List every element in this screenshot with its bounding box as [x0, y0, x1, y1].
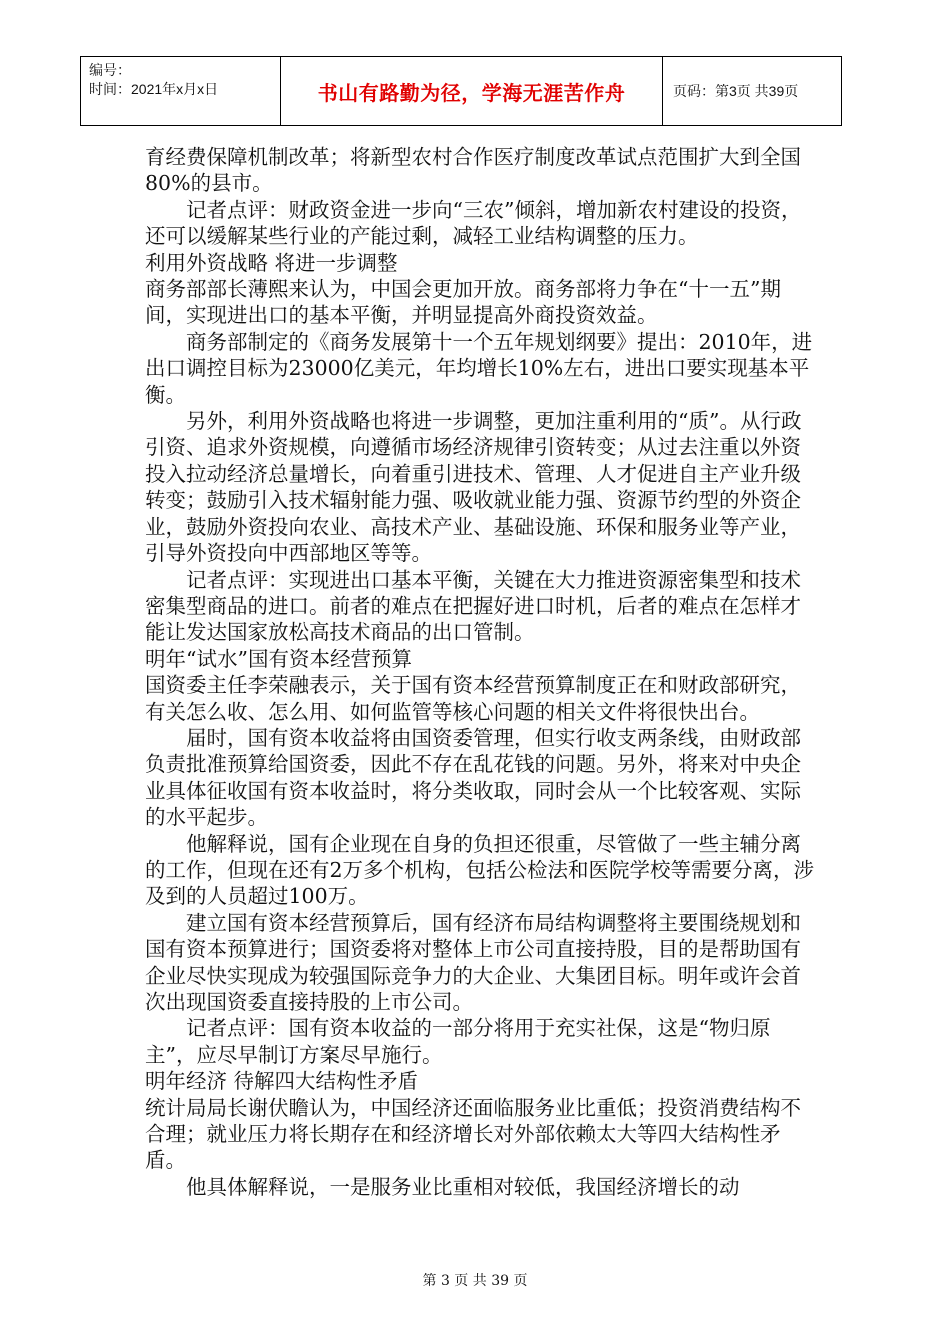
document-body [145, 144, 815, 1200]
number-label: 编号： [89, 62, 131, 78]
time-label: 时间：2021年x月x日 [89, 81, 219, 97]
paragraph: 商务部制定的《商务发展第十一个五年规划纲要》提出：2010年，进出口调控目标为23000亿美元，年均增长10%左右，进出口要实现基本平衡。 [145, 329, 813, 407]
paragraph: 建立国有资本经营预算后，国有经济布局结构调整将主要围绕规划和国有资本预算进行；国资委将对整体上市公司直接持股，目的是帮助国有企业尽快实现成为较强国际竞争力的大企业、大集团目标。明年或许会首次出现国资委直接持股的上市公司。 [145, 910, 801, 1014]
header-motto: 书山有路勤为径，学海无涯苦作舟 [281, 57, 663, 125]
paragraph: 育经费保障机制改革；将新型农村合作医疗制度改革试点范围扩大到全国80%的县市。 [145, 145, 801, 196]
paragraph: 另外，利用外资战略也将进一步调整，更加注重利用的“质”。从行政引资、追求外资规模，向遵循市场经济规律引资转变；从过去注重以外资投入拉动经济总量增长，向着重引进技术、管理、人才促进自主产业升级转变；鼓励引入技术辐射能力强、吸收就业能力强、资源节约型的外资企业，鼓励外资投向农业、高技术产业、基础设施、环保和服务业等产业，引导外资投向中西部地区等等。 [145, 409, 802, 566]
paragraph: 商务部部长薄熙来认为，中国会更加开放。商务部将力争在“十一五”期间，实现进出口的基本平衡，并明显提高外商投资效益。 [145, 277, 781, 328]
paragraph: 届时，国有资本收益将由国资委管理，但实行收支两条线，由财政部负责批准预算给国资委，因此不存在乱花钱的问题。另外，将来对中央企业具体征收国有资本收益时，将分类收取，同时会从一个比较客观、实际的水平起步。 [145, 725, 801, 830]
section-heading: 明年“试水”国有资本经营预算 [145, 646, 412, 671]
paragraph: 记者点评：国有资本收益的一部分将用于充实社保，这是“物归原主”，应尽早制订方案尽早施行。 [145, 1016, 771, 1067]
header-page-label: 页码：第3页 共39页 [673, 83, 799, 99]
paragraph: 他解释说，国有企业现在自身的负担还很重，尽管做了一些主辅分离的工作，但现在还有2万多个机构，包括公检法和医院学校等需要分离，涉及到的人员超过100万。 [145, 831, 815, 909]
page-footer: 第 3 页 共 39 页 [422, 1273, 528, 1289]
document-header-table [80, 56, 842, 126]
section-heading: 明年经济 待解四大结构性矛盾 [145, 1069, 419, 1094]
paragraph: 记者点评：财政资金进一步向“三农”倾斜，增加新农村建设的投资，还可以缓解某些行业的产能过剩，减轻工业结构调整的压力。 [145, 197, 802, 249]
paragraph: 他具体解释说，一是服务业比重相对较低，我国经济增长的动 [186, 1174, 740, 1199]
paragraph: 记者点评：实现进出口基本平衡，关键在大力推进资源密集型和技术密集型商品的进口。前者的难点在把握好进口时机，后者的难点在怎样才能让发达国家放松高技术商品的出口管制。 [145, 567, 801, 645]
section-heading: 利用外资战略 将进一步调整 [145, 250, 398, 275]
paragraph: 国资委主任李荣融表示，关于国有资本经营预算制度正在和财政部研究，有关怎么收、怎么用、如何监管等核心问题的相关文件将很快出台。 [145, 673, 801, 724]
header-meta-cell [81, 57, 281, 125]
paragraph: 统计局局长谢伏瞻认为，中国经济还面临服务业比重低；投资消费结构不合理；就业压力将长期存在和经济增长对外部依赖太大等四大结构性矛盾。 [145, 1095, 801, 1173]
